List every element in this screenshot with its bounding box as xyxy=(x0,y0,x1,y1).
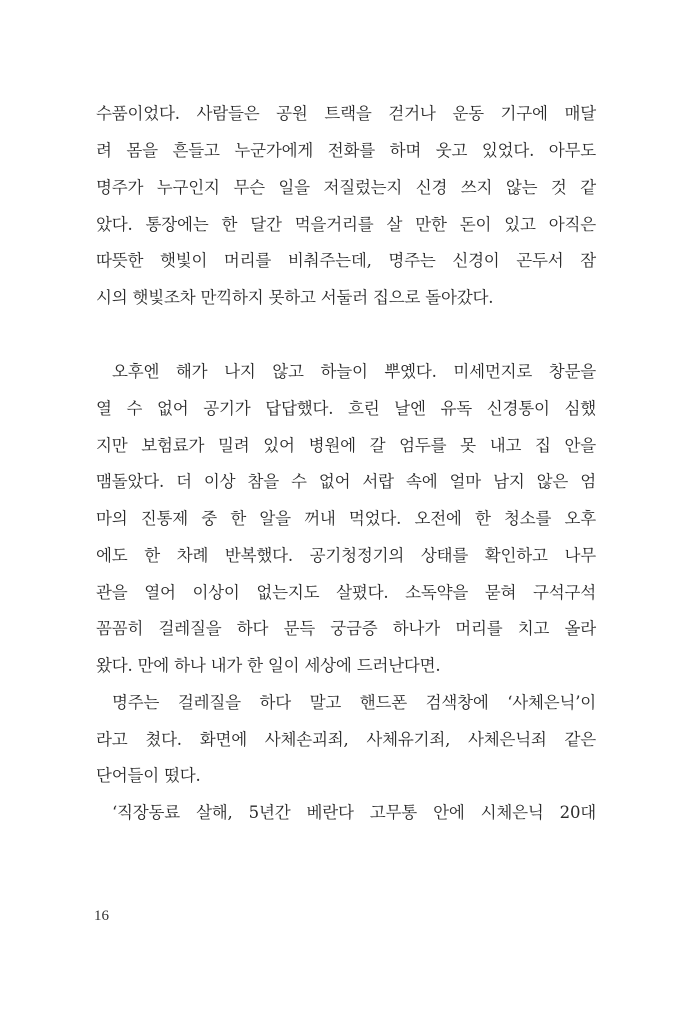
paragraph-1-line-1: 수품이었다. 사람들은 공원 트랙을 걷거나 운동 기구에 매달 xyxy=(96,104,596,123)
paragraph-1-line-6: 시의 햇빛조차 만끽하지 못하고 서둘러 집으로 돌아갔다. xyxy=(96,288,494,307)
paragraph-1-line-5: 따뜻한 햇빛이 머리를 비춰주는데, 명주는 신경이 곤두서 잠 xyxy=(96,251,596,270)
paragraph-2-line-3: 지만 보험료가 밀려 있어 병원에 갈 엄두를 못 내고 집 안을 xyxy=(96,436,596,455)
paragraph-1-line-3: 명주가 누구인지 무슨 일을 저질렀는지 신경 쓰지 않는 것 같 xyxy=(96,178,596,197)
paragraph-3-line-1: 명주는 걸레질을 하다 말고 핸드폰 검색창에 ‘사체은닉’이 xyxy=(112,693,596,712)
paragraph-4-line-1: ‘직장동료 살해, 5년간 베란다 고무통 안에 시체은닉 20대 xyxy=(112,803,596,822)
paragraph-2-line-5: 마의 진통제 중 한 알을 꺼내 먹었다. 오전에 한 청소를 오후 xyxy=(96,509,596,528)
paragraph-2-line-4: 맴돌았다. 더 이상 참을 수 없어 서랍 속에 얼마 남지 않은 엄 xyxy=(96,472,596,491)
page-number: 16 xyxy=(94,908,109,924)
paragraph-3-line-3: 단어들이 떴다. xyxy=(96,766,201,785)
paragraph-2-line-6: 에도 한 차례 반복했다. 공기청정기의 상태를 확인하고 나무 xyxy=(96,546,596,565)
paragraph-1-line-4: 았다. 통장에는 한 달간 먹을거리를 살 만한 돈이 있고 아직은 xyxy=(96,215,596,234)
paragraph-3-line-2: 라고 쳤다. 화면에 사체손괴죄, 사체유기죄, 사체은닉죄 같은 xyxy=(96,730,596,749)
paragraph-2-line-1: 오후엔 해가 나지 않고 하늘이 뿌옜다. 미세먼지로 창문을 xyxy=(112,362,596,381)
paragraph-2-line-2: 열 수 없어 공기가 답답했다. 흐린 날엔 유독 신경통이 심했 xyxy=(96,399,596,418)
paragraph-2-line-9: 왔다. 만에 하나 내가 한 일이 세상에 드러난다면. xyxy=(96,656,441,675)
paragraph-1-line-2: 려 몸을 흔들고 누군가에게 전화를 하며 웃고 있었다. 아무도 xyxy=(96,141,596,160)
paragraph-2-line-7: 관을 열어 이상이 없는지도 살폈다. 소독약을 묻혀 구석구석 xyxy=(96,583,596,602)
paragraph-2-line-8: 꼼꼼히 걸레질을 하다 문득 궁금증 하나가 머리를 치고 올라 xyxy=(96,619,596,638)
